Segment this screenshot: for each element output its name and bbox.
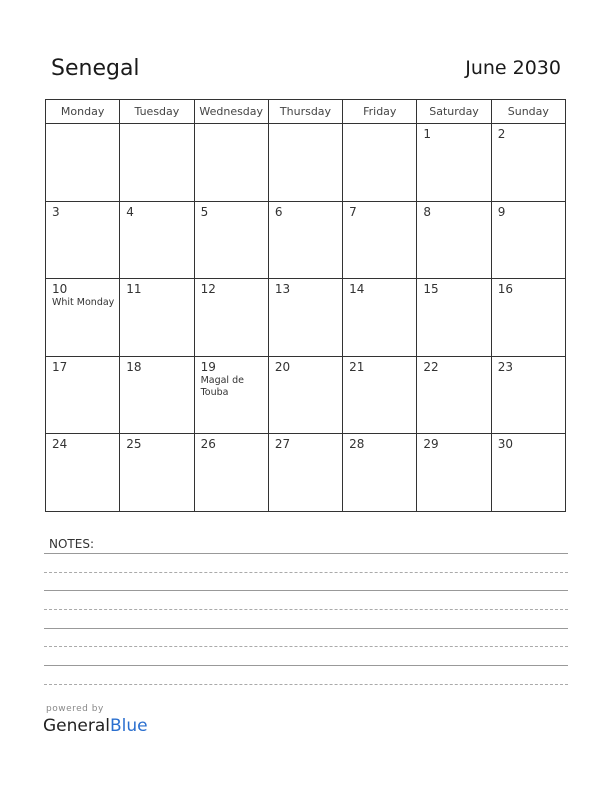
holiday-label: Whit Monday — [52, 297, 115, 309]
day-cell — [46, 124, 120, 202]
day-cell — [268, 434, 342, 512]
weekday-header: Sunday — [491, 100, 565, 124]
weekday-header: Tuesday — [120, 100, 194, 124]
weekday-header: Wednesday — [194, 100, 268, 124]
day-cell — [491, 279, 565, 357]
day-cell — [491, 201, 565, 279]
day-cell — [268, 201, 342, 279]
day-cell — [343, 356, 417, 434]
weekday-header: Friday — [343, 100, 417, 124]
day-cell — [46, 279, 120, 357]
day-number: 16 — [497, 282, 513, 297]
holiday-label: Magal de Touba — [200, 374, 244, 398]
day-number: 8 — [423, 204, 432, 219]
day-cell — [417, 201, 491, 279]
day-number: 26 — [200, 437, 216, 452]
weekday-header: Monday — [46, 100, 120, 124]
month-title: June 2030 — [465, 57, 561, 79]
day-number: 11 — [126, 282, 142, 297]
day-number: 23 — [497, 359, 513, 374]
day-cell — [491, 356, 565, 434]
day-cell — [46, 434, 120, 512]
day-number: 28 — [349, 437, 365, 452]
day-cell — [491, 124, 565, 202]
day-cell — [343, 434, 417, 512]
calendar-grid — [45, 99, 566, 512]
day-number: 2 — [497, 127, 506, 141]
day-number: 21 — [349, 359, 365, 374]
brand-blue-text: Blue — [110, 716, 148, 736]
week-row — [46, 201, 566, 279]
day-cell — [343, 279, 417, 357]
weekday-header: Saturday — [417, 100, 491, 124]
day-cell — [417, 279, 491, 357]
day-number: 29 — [423, 437, 439, 452]
day-cell — [120, 279, 194, 357]
day-number: 18 — [126, 359, 142, 374]
note-line — [44, 572, 568, 573]
note-line — [44, 684, 568, 685]
day-cell — [120, 434, 194, 512]
note-line — [44, 609, 568, 610]
week-row — [46, 356, 566, 434]
day-cell — [46, 201, 120, 279]
generalblue-logo — [43, 716, 148, 736]
day-cell — [268, 124, 342, 202]
day-number: 15 — [423, 282, 439, 297]
day-number: 12 — [200, 282, 216, 297]
note-line — [44, 646, 568, 647]
day-number: 30 — [497, 437, 513, 452]
day-cell — [194, 434, 268, 512]
weekday-header: Thursday — [268, 100, 342, 124]
day-number: 24 — [52, 437, 68, 452]
day-cell — [194, 356, 268, 434]
day-cell — [194, 279, 268, 357]
day-number: 6 — [274, 204, 283, 219]
day-number: 25 — [126, 437, 142, 452]
week-row — [46, 434, 566, 512]
note-line — [44, 553, 568, 554]
day-number: 10 — [52, 282, 68, 297]
day-cell — [417, 356, 491, 434]
day-cell — [120, 201, 194, 279]
day-cell — [120, 124, 194, 202]
weekday-header-row — [46, 100, 566, 124]
day-number: 13 — [274, 282, 291, 297]
day-cell — [343, 201, 417, 279]
day-number: 7 — [349, 204, 357, 219]
day-cell — [491, 434, 565, 512]
day-cell — [417, 434, 491, 512]
day-number: 27 — [274, 437, 291, 452]
day-number: 19 — [200, 359, 216, 374]
day-number: 14 — [349, 282, 365, 297]
powered-by-text: powered by — [46, 704, 104, 714]
day-number: 20 — [274, 359, 291, 374]
day-number: 17 — [52, 359, 68, 374]
day-number: 9 — [497, 204, 506, 219]
notes-label: NOTES: — [49, 537, 94, 551]
week-row — [46, 124, 566, 202]
note-line — [44, 628, 568, 629]
day-cell — [268, 356, 342, 434]
day-number: 3 — [52, 204, 60, 219]
day-number: 1 — [423, 127, 432, 141]
day-number: 22 — [423, 359, 439, 374]
day-cell — [417, 124, 491, 202]
day-cell — [46, 356, 120, 434]
day-cell — [343, 124, 417, 202]
day-number: 5 — [200, 204, 209, 219]
day-cell — [268, 279, 342, 357]
day-cell — [194, 124, 268, 202]
note-line — [44, 590, 568, 591]
day-number: 4 — [126, 204, 134, 219]
day-cell — [120, 356, 194, 434]
brand-general-text: General — [43, 716, 110, 736]
day-cell — [194, 201, 268, 279]
country-title: Senegal — [51, 56, 140, 81]
note-line — [44, 665, 568, 666]
week-row — [46, 279, 566, 357]
